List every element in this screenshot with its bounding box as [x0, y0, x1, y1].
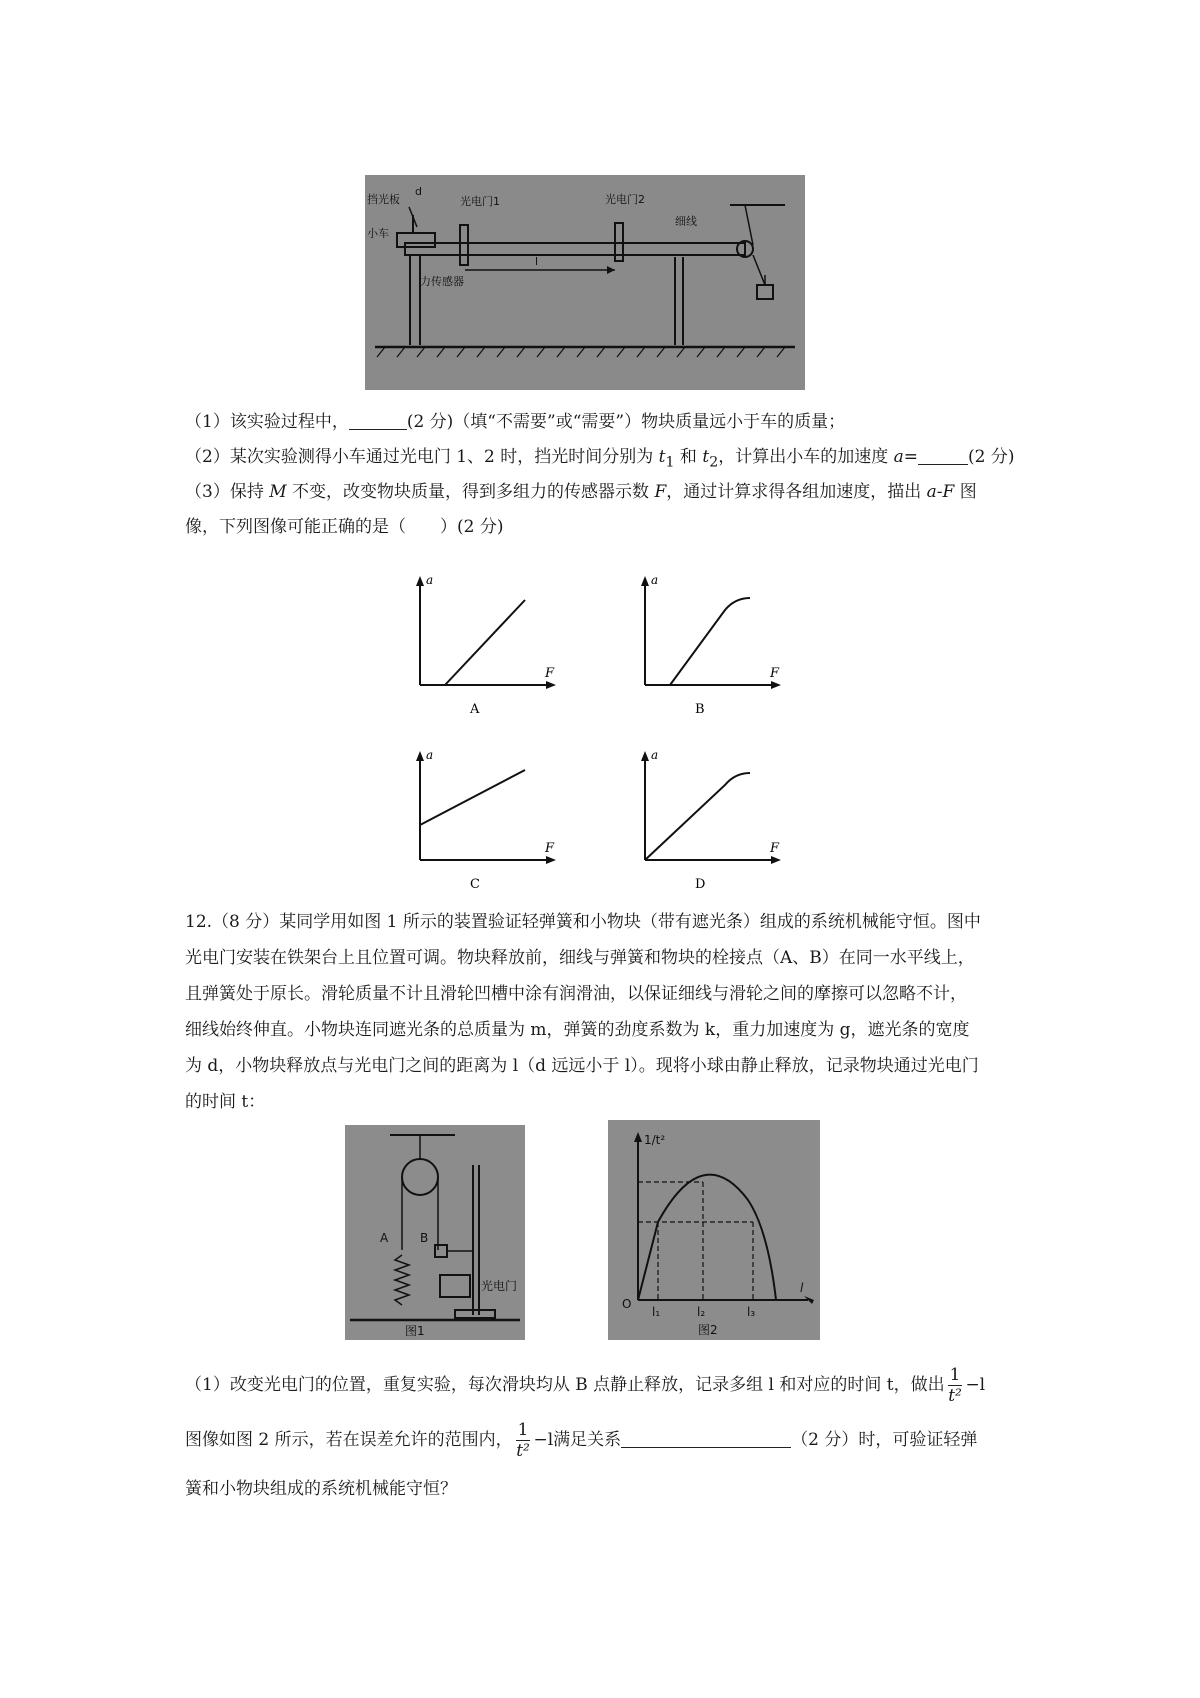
fig2-origin: O — [622, 1297, 632, 1311]
label-gate2: 光电门2 — [605, 193, 645, 206]
graph-a-ylabel: a — [426, 573, 434, 587]
fig1-label-gate: 光电门 — [481, 1279, 518, 1293]
label-shade: 挡光板 — [367, 193, 400, 206]
q12-line2: 光电门安装在铁架台上且位置可调。物块释放前，细线与弹簧和物块的栓接点（A、B）在同一水平线上， — [185, 948, 975, 968]
q11-part3-line1: （3）保持 M 不变，改变物块质量，得到多组力的传感器示数 F，通过计算求得各组加速度，描出 a-F 图 — [185, 482, 977, 502]
figure-2-photo — [608, 1120, 820, 1340]
graph-c-curve — [420, 770, 525, 825]
graph-d-curve — [645, 773, 750, 860]
fraction-1-over-t2: $\frac{1}{\text{t²}}$ — [948, 1365, 962, 1406]
label-d: d — [415, 185, 422, 198]
q11-part3-line2: 像，下列图像可能正确的是（ ）(2 分) — [185, 517, 504, 537]
apparatus-drawing — [365, 175, 805, 390]
graph-b — [625, 570, 785, 720]
fig2-caption: 图2 — [698, 1323, 718, 1337]
fig2-x1: l₁ — [652, 1305, 661, 1319]
apparatus-photo — [365, 175, 805, 390]
q12-sub1-line1: （1）改变光电门的位置，重复实验，每次滑块均从 B 点静止释放，记录多组 l 和对应的时间 t，做出 $\frac{1}{\text{t²}}$ −l — [185, 1365, 986, 1406]
fig2-x3: l₃ — [747, 1305, 756, 1319]
graph-c-xlabel: F — [545, 841, 555, 856]
q12-sub1-line3: 簧和小物块组成的系统机械能守恒？ — [185, 1479, 457, 1499]
label-car: 小车 — [367, 227, 389, 240]
answer-blank-3[interactable] — [621, 1429, 791, 1448]
graph-b-ylabel: a — [651, 573, 659, 587]
q11-part2: （2）某次实验测得小车通过光电门 1、2 时，挡光时间分别为 $t_1$ 和 $t_2$，计算出小车的加速度 a= (2 分) — [185, 447, 1015, 471]
fig2-xlabel: l — [800, 1281, 804, 1295]
label-rope: 细线 — [675, 215, 697, 228]
q12-line4: 细线始终伸直。小物块连同遮光条的总质量为 m，弹簧的劲度系数为 k，重力加速度为 g，遮光条的宽度 — [185, 1020, 970, 1040]
q12-line1: 12.（8 分）某同学用如图 1 所示的装置验证轻弹簧和小物块（带有遮光条）组成的系统机械能守恒。图中 — [185, 912, 981, 932]
graph-a-caption: A — [470, 702, 480, 717]
q11-part1: （1）该实验过程中， (2 分)（填“不需要”或“需要”）物块质量远小于车的质量； — [185, 412, 846, 432]
graph-b-xlabel: F — [770, 666, 780, 681]
q12-sub1-line2: 图像如图 2 所示，若在误差允许的范围内， $\frac{1}{\text{t²}}$ −l满足关系 （2 分）时，可验证轻弹 — [185, 1420, 978, 1461]
graph-a — [400, 570, 560, 720]
q12-line3: 且弹簧处于原长。滑轮质量不计且滑轮凹槽中涂有润滑油，以保证细线与滑轮之间的摩擦可以忽略不计， — [185, 984, 967, 1004]
graph-c — [400, 745, 560, 895]
graph-c-ylabel: a — [426, 748, 434, 762]
graph-a-curve — [445, 600, 525, 685]
label-gate1: 光电门1 — [460, 195, 500, 208]
graph-a-xlabel: F — [545, 666, 555, 681]
q12-line5: 为 d，小物块释放点与光电门之间的距离为 l（d 远远小于 l）。现将小球由静止释放，记录物块通过光电门 — [185, 1056, 979, 1076]
q12-line6: 的时间 t： — [185, 1092, 266, 1112]
graph-d — [625, 745, 785, 895]
graph-b-caption: B — [695, 702, 705, 717]
fig2-ylabel: 1/t² — [644, 1133, 666, 1147]
graph-c-caption: C — [470, 877, 480, 892]
figure-1-photo — [345, 1125, 525, 1340]
fig1-label-a: A — [380, 1231, 389, 1245]
graph-d-ylabel: a — [651, 748, 659, 762]
label-l: l — [535, 255, 539, 268]
answer-blank-2[interactable] — [918, 446, 968, 465]
fig2-x2: l₂ — [697, 1305, 706, 1319]
fig1-label-b: B — [420, 1231, 429, 1245]
fraction-1-over-t2-b: $\frac{1}{\text{t²}}$ — [516, 1420, 530, 1461]
answer-blank-1[interactable] — [349, 411, 407, 430]
label-sensor: 力传感器 — [420, 275, 464, 288]
graph-d-caption: D — [695, 877, 706, 892]
fig1-caption: 图1 — [405, 1324, 425, 1338]
graph-b-curve — [670, 598, 750, 685]
graph-d-xlabel: F — [770, 841, 780, 856]
